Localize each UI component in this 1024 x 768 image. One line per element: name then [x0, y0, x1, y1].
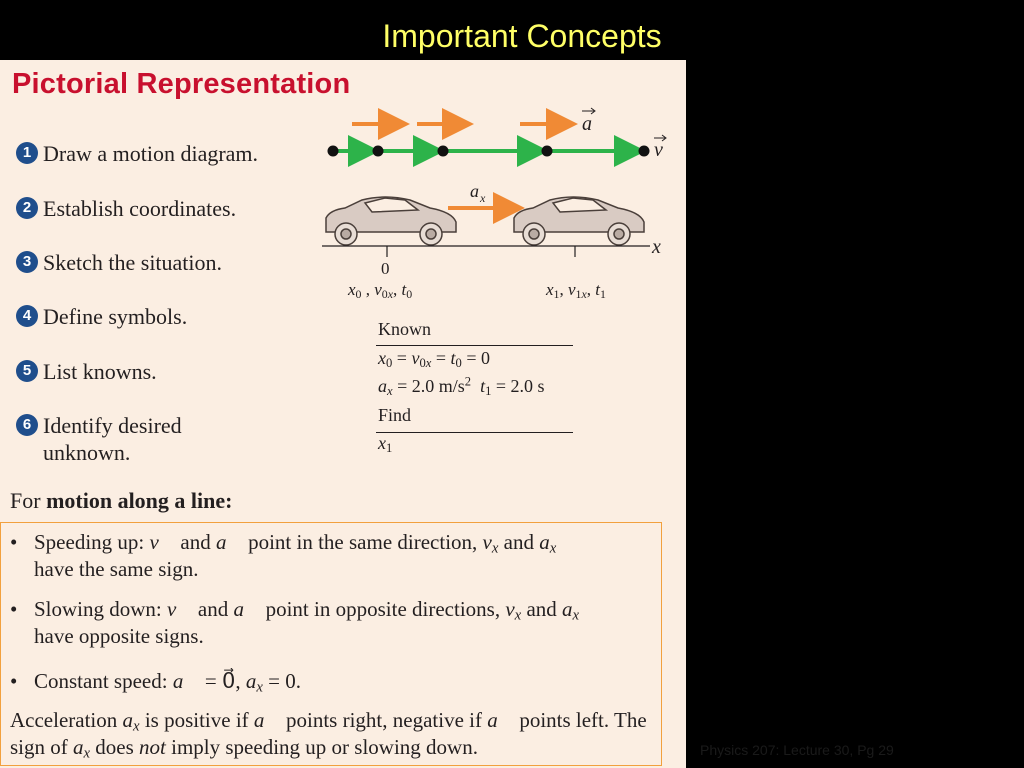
step-5	[16, 358, 343, 385]
bullet-constant-speed: • Constant speed: a⃗ = 0⃗, $a_x = 0$.	[10, 669, 302, 696]
step-text-4: Define symbols.	[43, 304, 188, 329]
start-position-label: $x_0$ , $v_{0x}$, $t_0$	[348, 280, 413, 301]
bullet-speeding-up: • Speeding up: v⃗ and a⃗ point in the same direction, $v_x$ and $a_x$ have the same sign.	[10, 530, 557, 581]
step-text-5: List knowns.	[43, 359, 157, 384]
velocity-vector-label: v	[654, 139, 663, 161]
known-header: Known	[378, 319, 431, 339]
ax-label: a	[470, 181, 479, 201]
car-end	[514, 197, 644, 245]
step-6	[16, 412, 233, 466]
motion-diagram	[0, 0, 686, 320]
step-number-4: 4	[16, 305, 38, 327]
step-text-6: Identify desired unknown.	[43, 413, 182, 465]
section-heading: Pictorial Representation	[12, 68, 351, 100]
x-axis-label: x	[652, 236, 661, 258]
slide-footer: Physics 207: Lecture 30, Pg 29	[700, 742, 894, 758]
step-number-6: 6	[16, 414, 38, 436]
find-rule	[376, 432, 573, 433]
panel-fill	[657, 480, 686, 522]
find-header: Find	[378, 405, 412, 425]
accel-vector-label: a	[582, 113, 592, 135]
slide-title: Important Concepts	[382, 18, 662, 54]
motion-label: For motion along a line:	[10, 488, 233, 513]
acceleration-note: Acceleration $a_x$ is positive if a⃗ points right, negative if a⃗ points left. The sign of $a_x$ does not imply speeding up or slowing down.	[10, 708, 647, 762]
step-text-3: Sketch the situation.	[43, 250, 223, 275]
step-number-3: 3	[16, 251, 38, 273]
step-number-1: 1	[16, 142, 38, 164]
bullet-slowing-down: • Slowing down: v⃗ and a⃗ point in opposite directions, $v_x$ and $a_x$ have opposite signs.	[10, 597, 580, 648]
step-number-5: 5	[16, 360, 38, 382]
find-var: $x_1$	[378, 433, 393, 456]
known-line-2: $a_x = 2.0$ $m/s^2$ $t_1 = 2.0$ s	[378, 374, 545, 399]
end-position-label: $x_1$, $v_{1x}$, $t_1$	[546, 280, 606, 301]
known-line-1: $x_0 = v_{0x} = t_0 = 0$	[378, 348, 490, 371]
step-text-2: Establish coordinates.	[43, 196, 237, 221]
known-rule	[376, 345, 573, 346]
origin-tick-label: 0	[381, 259, 390, 278]
car-start	[326, 197, 456, 245]
step-number-2: 2	[16, 197, 38, 219]
step-text-1: Draw a motion diagram.	[43, 141, 259, 166]
ax-label-subscript: x	[480, 191, 486, 205]
